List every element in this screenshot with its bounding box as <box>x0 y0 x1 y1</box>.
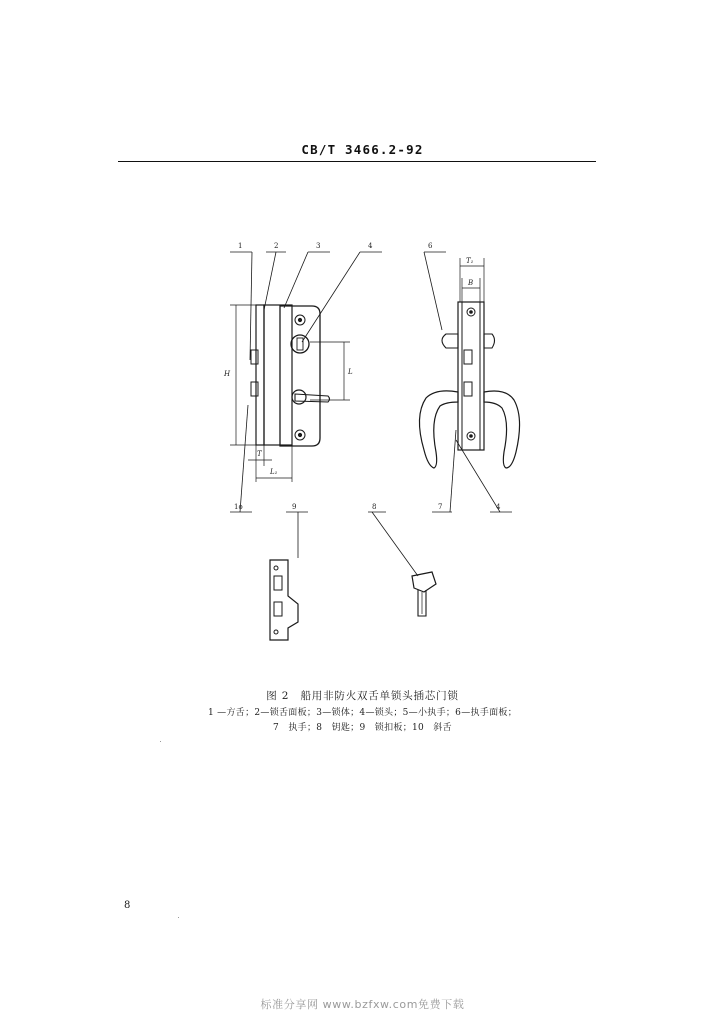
square-bolt <box>251 350 258 364</box>
dim-H <box>230 305 256 445</box>
scan-speck <box>178 917 179 918</box>
page-number: 8 <box>124 900 131 911</box>
dim-T-L1 <box>248 445 292 482</box>
callout-2: 2 <box>274 242 279 250</box>
dim-label-L: L <box>348 368 353 376</box>
lever-left <box>419 391 458 468</box>
front-view <box>230 252 382 512</box>
callout-10: 1o <box>234 503 243 511</box>
watermark: 标准分享网 www.bzfxw.com免费下载 <box>260 998 465 1011</box>
dim-L <box>310 342 350 400</box>
lever-right <box>484 391 520 468</box>
callout-3: 3 <box>316 242 321 250</box>
thumb-turn <box>295 394 330 402</box>
strike-plate <box>270 512 308 640</box>
header-rule <box>118 161 596 162</box>
callout-1: 1 <box>238 242 243 250</box>
figure-title: 图 2 船用非防火双舌单锁头插芯门锁 <box>266 690 459 702</box>
key <box>368 512 436 616</box>
dimension-labels <box>223 257 474 476</box>
dim-label-L1: L₁ <box>270 468 278 476</box>
callout-7: 7 <box>438 503 443 511</box>
figure-legend-line-2: 7 执手；8 钥匙；9 锁扣板；10 斜舌 <box>273 723 452 733</box>
side-view <box>419 252 519 512</box>
callout-6: 6 <box>428 242 433 250</box>
slant-bolt <box>251 382 258 396</box>
lock-technical-drawing <box>200 230 540 660</box>
figure-legend-line-1: 1 —方舌；2—锁舌面板；3—锁体；4—锁头；5—小执手；6—执手面板； <box>207 708 518 718</box>
faceplate <box>256 305 264 445</box>
lock-body <box>264 305 292 445</box>
scan-speck <box>160 741 161 742</box>
dim-label-T: T <box>257 450 262 458</box>
side-cylinder-right <box>484 334 495 348</box>
dim-label-T1: T₁ <box>466 257 474 265</box>
side-cylinder-left <box>442 334 458 348</box>
callout-9: 9 <box>292 503 297 511</box>
dim-label-H: H <box>224 370 231 378</box>
callout-4: 4 <box>368 242 373 250</box>
dim-label-B: B <box>468 279 474 287</box>
callout-8: 8 <box>372 503 377 511</box>
escutcheon-plate <box>280 306 320 446</box>
standard-code: CB/T 3466.2-92 <box>301 142 424 157</box>
callout-4b: 4 <box>496 503 501 511</box>
